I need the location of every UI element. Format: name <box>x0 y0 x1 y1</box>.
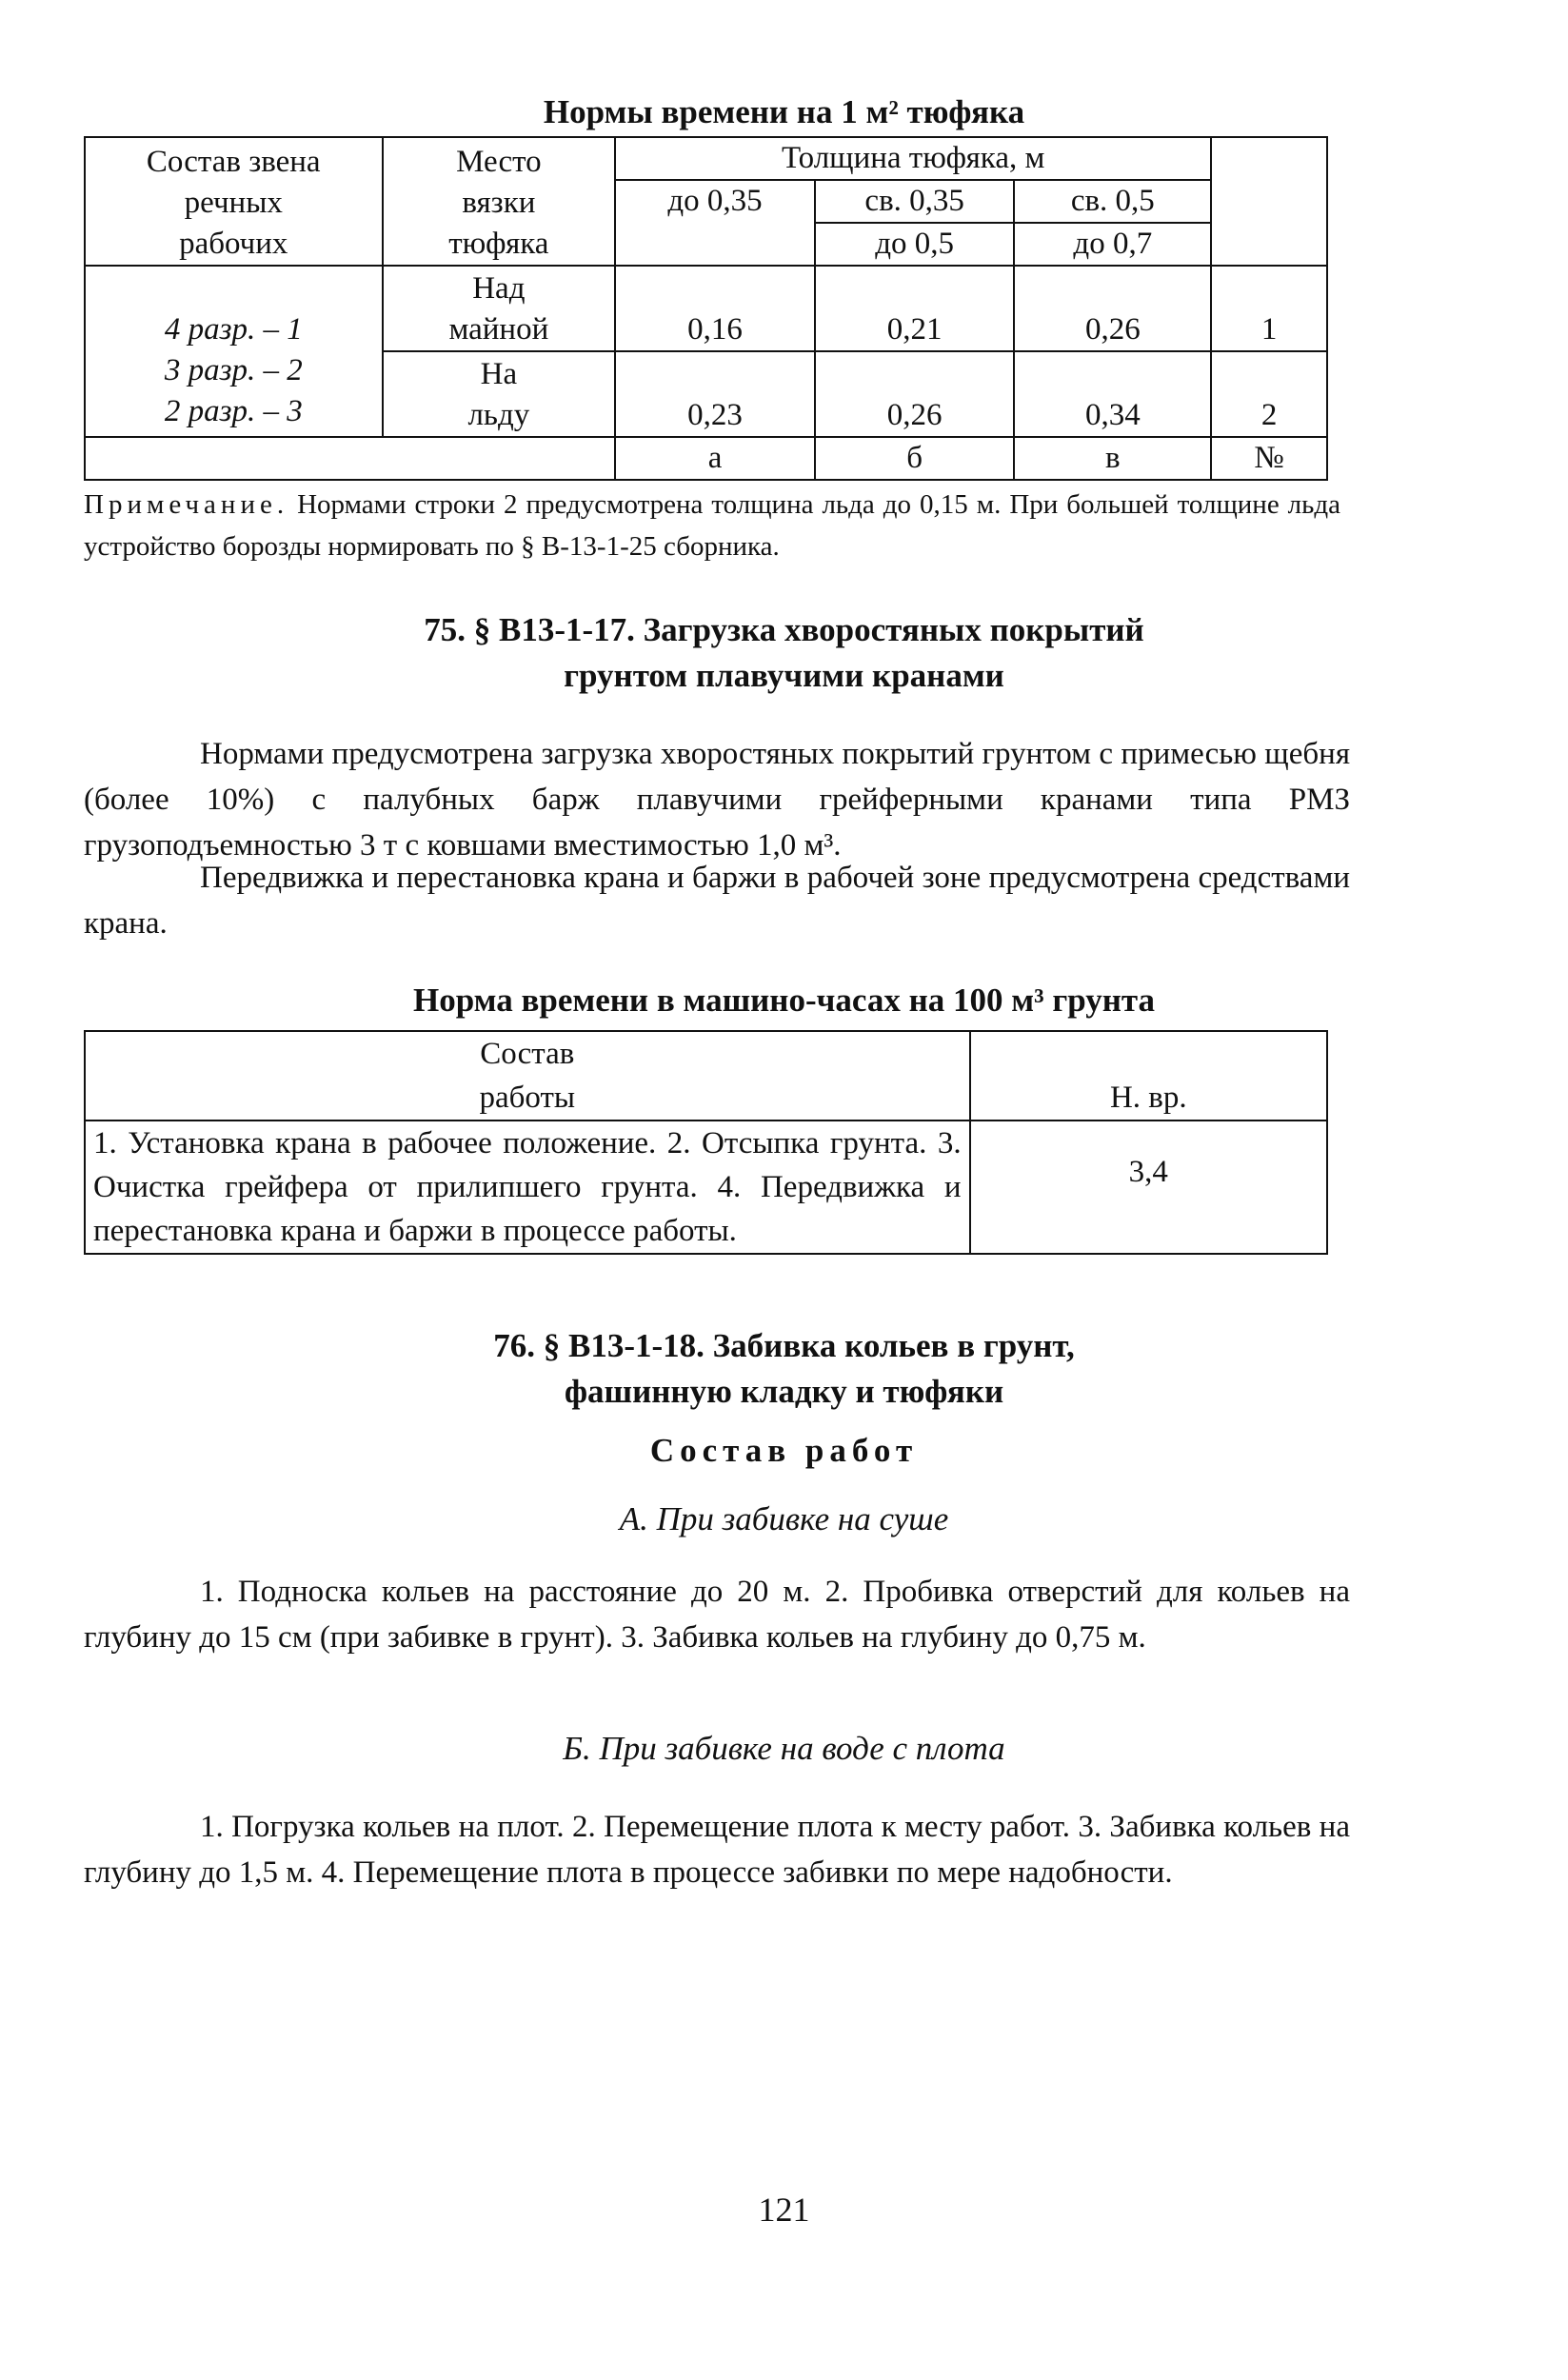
subheading-b: Б. При забивке на воде с плота <box>563 1730 1005 1767</box>
place-header: Место вязки тюфяка <box>383 137 616 266</box>
norm-value: 3,4 <box>970 1121 1327 1254</box>
table1-title: Нормы времени на 1 м² тюфяка <box>543 93 1025 130</box>
footer-num: № <box>1211 437 1327 480</box>
section76-title: 76. § В13-1-18. Забивка кольев в грунт, фашинную кладку и тюфяки <box>493 1327 1075 1410</box>
col-c-header-1: св. 0,5 <box>1014 180 1211 223</box>
subheading-a: А. При забивке на суше <box>619 1500 949 1537</box>
footer-empty <box>85 437 615 480</box>
section75-para1: Нормами предусмотрена загрузка хворостяных покрытий грунтом с примесью щебня (более 10%) с палубных барж плавучими грейферными кранами типа РМЗ грузоподъемностью 3 т с ковшами вместимостью 1,0 м³. <box>84 737 1350 863</box>
section75-para2: Передвижка и перестановка крана и баржи в рабочей зоне предусмотрена средствами крана. <box>84 861 1350 941</box>
row2-place: На льду <box>383 351 616 437</box>
footer-c: в <box>1014 437 1211 480</box>
row2-value-b: 0,26 <box>815 351 1015 437</box>
row1-value-a: 0,16 <box>615 266 815 351</box>
table2-title: Норма времени в машино-часах на 100 м³ грунта <box>412 982 1156 1019</box>
row2-value-a: 0,23 <box>615 351 815 437</box>
paragraph-b: 1. Погрузка кольев на плот. 2. Перемещение плота к месту работ. 3. Забивка кольев на глубину до 1,5 м. 4. Перемещение плота в процессе забивки по мере надобности. <box>84 1810 1350 1890</box>
work-header: Состав работы <box>85 1031 970 1121</box>
row1-place: Над майной <box>383 266 616 351</box>
row1-number: 1 <box>1211 266 1327 351</box>
time-norms-table <box>84 136 1328 481</box>
col-b-header-2: до 0,5 <box>815 223 1015 266</box>
work-description: 1. Установка крана в рабочее положение. 2. Отсыпка грунта. 3. Очистка грейфера от прилипшего грунта. 4. Передвижка и перестановка крана и баржи в процессе работы. <box>85 1121 970 1254</box>
row2-number: 2 <box>1211 351 1327 437</box>
empty-header <box>1211 137 1327 266</box>
row2-value-c: 0,34 <box>1014 351 1211 437</box>
footer-b: б <box>815 437 1015 480</box>
thickness-header: Толщина тюфяка, м <box>615 137 1211 180</box>
col-a-header: до 0,35 <box>615 180 815 266</box>
norm-header: Н. вр. <box>970 1031 1327 1121</box>
col-c-header-2: до 0,7 <box>1014 223 1211 266</box>
table1-note <box>84 484 1340 567</box>
page-number: 121 <box>758 2191 810 2229</box>
section75-title: 75. § В13-1-17. Загрузка хворостяных покрытий грунтом плавучими кранами <box>424 611 1144 694</box>
crew-header: Состав звена речных рабочих <box>85 137 383 266</box>
col-b-header-1: св. 0,35 <box>815 180 1015 223</box>
crew-composition: 4 разр. – 1 3 разр. – 2 2 разр. – 3 <box>85 266 383 437</box>
footer-a: а <box>615 437 815 480</box>
composition-heading: Состав работ <box>649 1432 919 1469</box>
note-label: Примечание. <box>84 489 289 520</box>
paragraph-a: 1. Подноска кольев на расстояние до 20 м. 2. Пробивка отверстий для кольев на глубину до 15 см (при забивке в грунт). 3. Забивка кольев на глубину до 0,75 м. <box>84 1575 1350 1655</box>
note-text: Нормами строки 2 предусмотрена толщина льда до 0,15 м. При большей толщине льда устройство борозды нормировать по § В-13-1-25 сборника. <box>84 489 1341 562</box>
row1-value-b: 0,21 <box>815 266 1015 351</box>
machine-hours-table <box>84 1030 1328 1255</box>
row1-value-c: 0,26 <box>1014 266 1211 351</box>
